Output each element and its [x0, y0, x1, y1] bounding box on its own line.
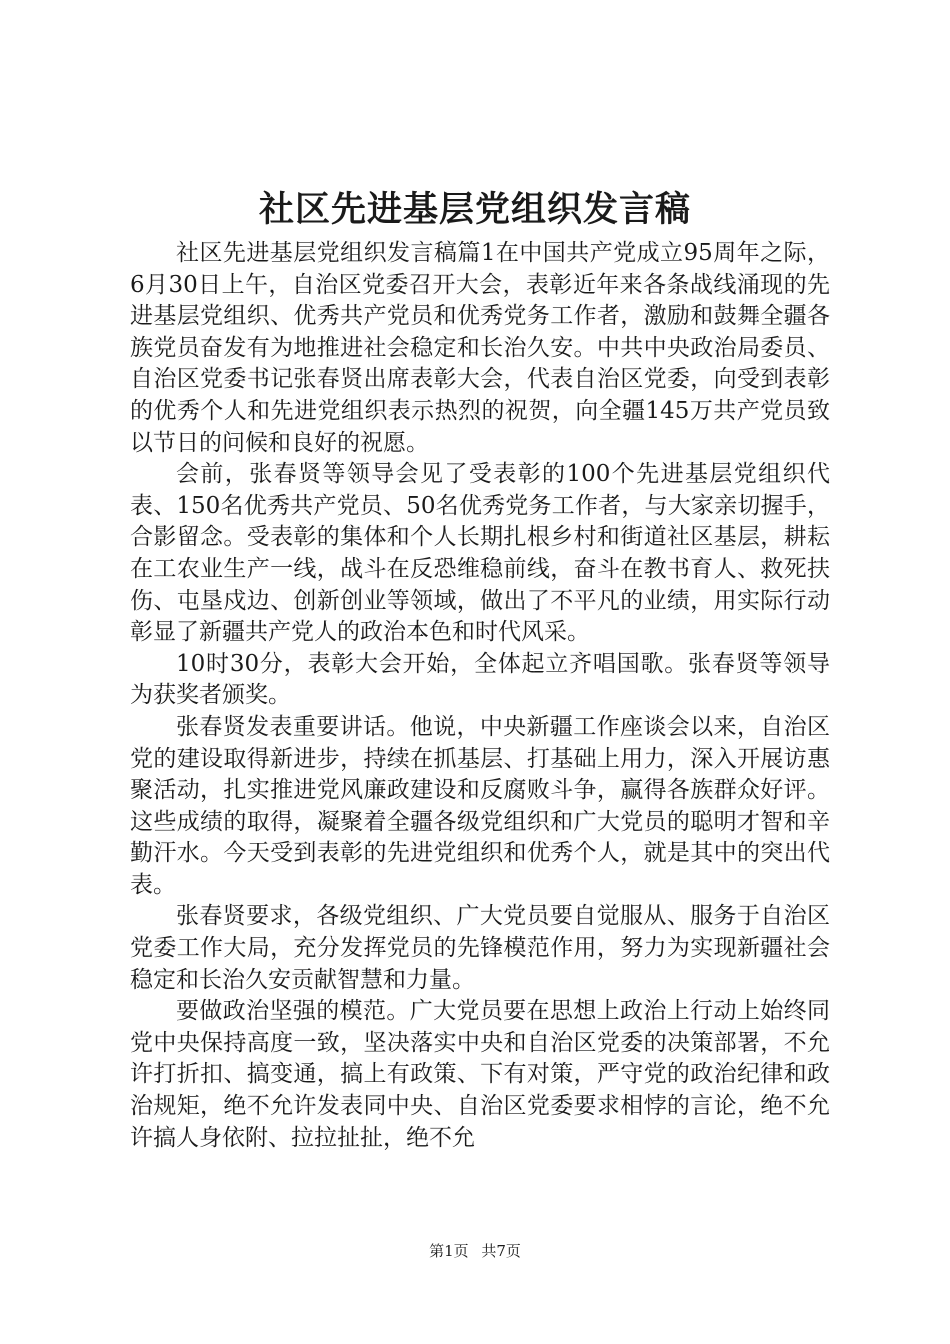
paragraph-3: 10时30分，表彰大会开始，全体起立齐唱国歌。张春贤等领导为获奖者颁奖。	[130, 650, 830, 709]
paragraph-6: 要做政治坚强的模范。广大党员要在思想上政治上行动上始终同党中央保持高度一致，坚决落实中央和自治区党委的决策部署，不允许打折扣、搞变通，搞上有政策、下有对策，严守党的政治纪律和政治规矩，绝不允许发表同中央、自治区党委要求相悖的言论，绝不允许搞人身依附、拉拉扯扯，绝不允	[130, 998, 830, 1151]
page-number: 第1页	[429, 1242, 469, 1260]
document-body	[130, 238, 830, 1154]
document-title: 社区先进基层党组织发言稿	[258, 189, 691, 230]
paragraph-2: 会前，张春贤等领导会见了受表彰的100个先进基层党组织代表、150名优秀共产党员、50名优秀党务工作者，与大家亲切握手，合影留念。受表彰的集体和个人长期扎根乡村和街道社区基层，耕耘在工农业生产一线，战斗在反恐维稳前线，奋斗在教书育人、救死扶伤、屯垦戍边、创新创业等领域，做出了不平凡的业绩，用实际行动彰显了新疆共产党人的政治本色和时代风采。	[130, 461, 830, 646]
page-total: 共7页	[481, 1242, 521, 1260]
paragraph-5: 张春贤要求，各级党组织、广大党员要自觉服从、服务于自治区党委工作大局，充分发挥党员的先锋模范作用，努力为实现新疆社会稳定和长治久安贡献智慧和力量。	[130, 903, 830, 993]
paragraph-4: 张春贤发表重要讲话。他说，中央新疆工作座谈会以来，自治区党的建设取得新进步，持续在抓基层、打基础上用力，深入开展访惠聚活动，扎实推进党风廉政建设和反腐败斗争，赢得各族群众好评。这些成绩的取得，凝聚着全疆各级党组织和广大党员的聪明才智和辛勤汗水。今天受到表彰的先进党组织和优秀个人，就是其中的突出代表。	[130, 713, 830, 898]
page-footer	[0, 1241, 950, 1261]
paragraph-1: 社区先进基层党组织发言稿篇1在中国共产党成立95周年之际，6月30日上午，自治区党委召开大会，表彰近年来各条战线涌现的先进基层党组织、优秀共产党员和优秀党务工作者，激励和鼓舞全疆各族党员奋发有为地推进社会稳定和长治久安。中共中央政治局委员、自治区党委书记张春贤出席表彰大会，代表自治区党委，向受到表彰的优秀个人和先进党组织表示热烈的祝贺，向全疆145万共产党员致以节日的问候和良好的祝愿。	[130, 240, 830, 456]
